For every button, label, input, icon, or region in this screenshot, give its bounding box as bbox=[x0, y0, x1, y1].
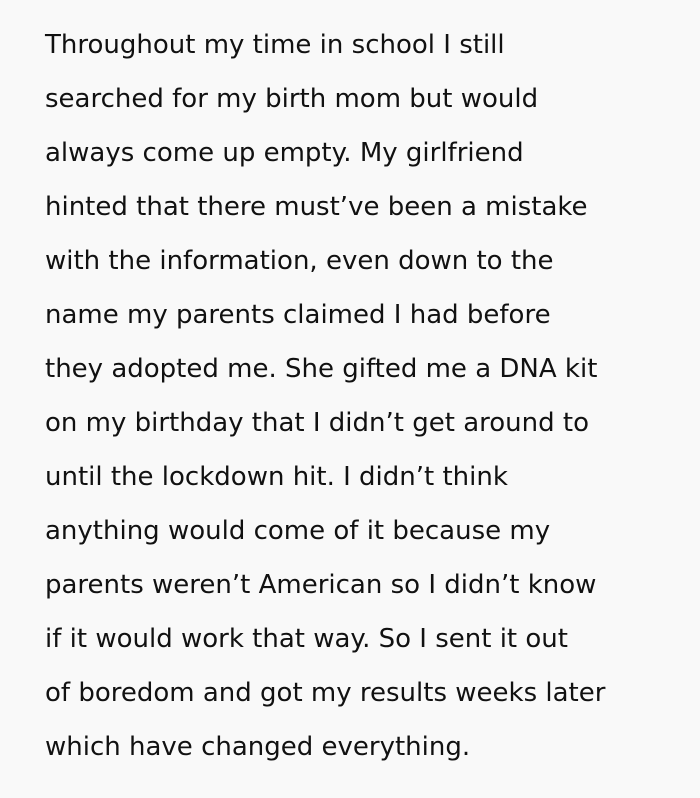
text-line: name my parents claimed I had before bbox=[45, 300, 551, 330]
text-line: always come up empty. My girlfriend bbox=[45, 138, 524, 168]
text-line: Throughout my time in school I still bbox=[45, 30, 505, 60]
text-line: searched for my birth mom but would bbox=[45, 84, 539, 114]
text-line: if it would work that way. So I sent it out bbox=[45, 624, 568, 654]
text-line: which have changed everything. bbox=[45, 732, 471, 762]
text-line: anything would come of it because my bbox=[45, 516, 551, 546]
text-line: of boredom and got my results weeks later bbox=[45, 678, 606, 708]
text-line: hinted that there must’ve been a mistake bbox=[45, 192, 588, 222]
text-line: until the lockdown hit. I didn’t think bbox=[45, 462, 508, 492]
text-line: parents weren’t American so I didn’t know bbox=[45, 570, 597, 600]
story-paragraph bbox=[45, 18, 605, 774]
text-line: on my birthday that I didn’t get around to bbox=[45, 408, 589, 438]
text-line: they adopted me. She gifted me a DNA kit bbox=[45, 354, 598, 384]
text-line: with the information, even down to the bbox=[45, 246, 554, 276]
